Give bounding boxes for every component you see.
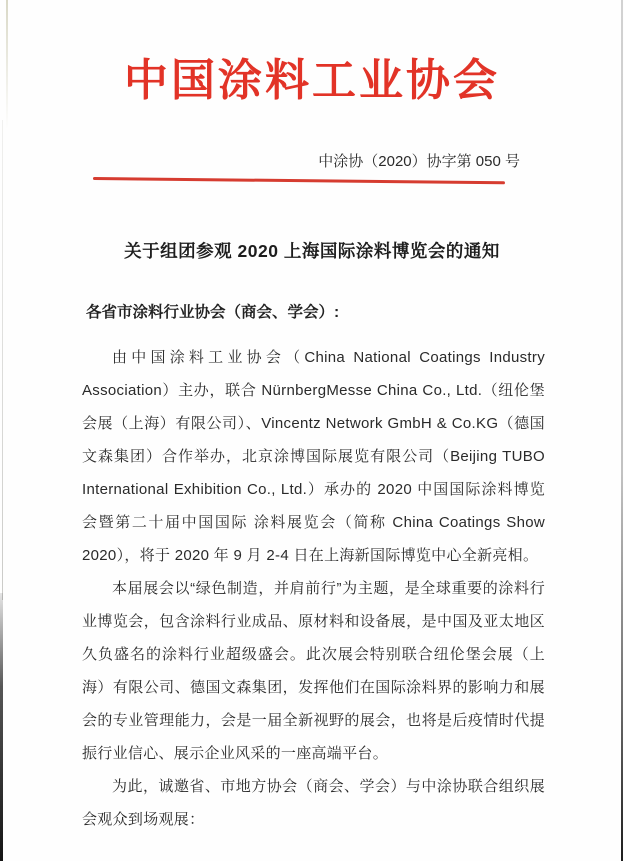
paragraph-2: 本届展会以“绿色制造，并肩前行”为主题，是全球重要的涂料行业博览会，包含涂料行业成品、原材料和设备展，是中国及亚太地区久负盛名的涂料行业超级盛会。此次展会特别联合纽伦堡会展（上海）有限公司、德国文森集团，发挥他们在国际涂料界的影响力和展会的专业管理能力，会是一届全新视野的展会，也将是后疫情时代提振行业信心、展示企业风采的一座高端平台。	[82, 580, 545, 762]
paragraph-1: 由中国涂料工业协会（China National Coatings Industry Association）主办，联合 NürnbergMesse China Co., Ltd.（纽伦堡会展（上海）有限公司）、Vincentz Network GmbH & Co.KG（德国文森集团）合作举办，北京涂博国际展览有限公司（Beijing TUBO International Exhibition Co., Ltd.）承办的 2020 中国国际涂料博览会暨第二十届中国国际 涂料展览会（简称 China Coatings Show 2020），将于 2020 年 9 月 2-4 日在上海新国际博览中心全新亮相。	[82, 349, 545, 564]
salutation: 各省市涂料行业协会（商会、学会）:	[86, 304, 340, 321]
scan-edge-left-middle	[2, 120, 3, 600]
red-divider-line	[93, 177, 505, 184]
org-masthead: 中国涂料工业协会	[124, 56, 500, 105]
notice-body	[82, 341, 545, 836]
paragraph-3: 为此，诚邀省、市地方协会（商会、学会）与中涂协联合组织展会观众到场观展：	[82, 778, 545, 828]
scan-edge-left-bottom	[0, 593, 3, 861]
scan-edge-right	[621, 0, 623, 861]
notice-title: 关于组团参观 2020 上海国际涂料博览会的通知	[124, 241, 500, 261]
doc-number: 中涂协（2020）协字第 050 号	[318, 153, 520, 170]
